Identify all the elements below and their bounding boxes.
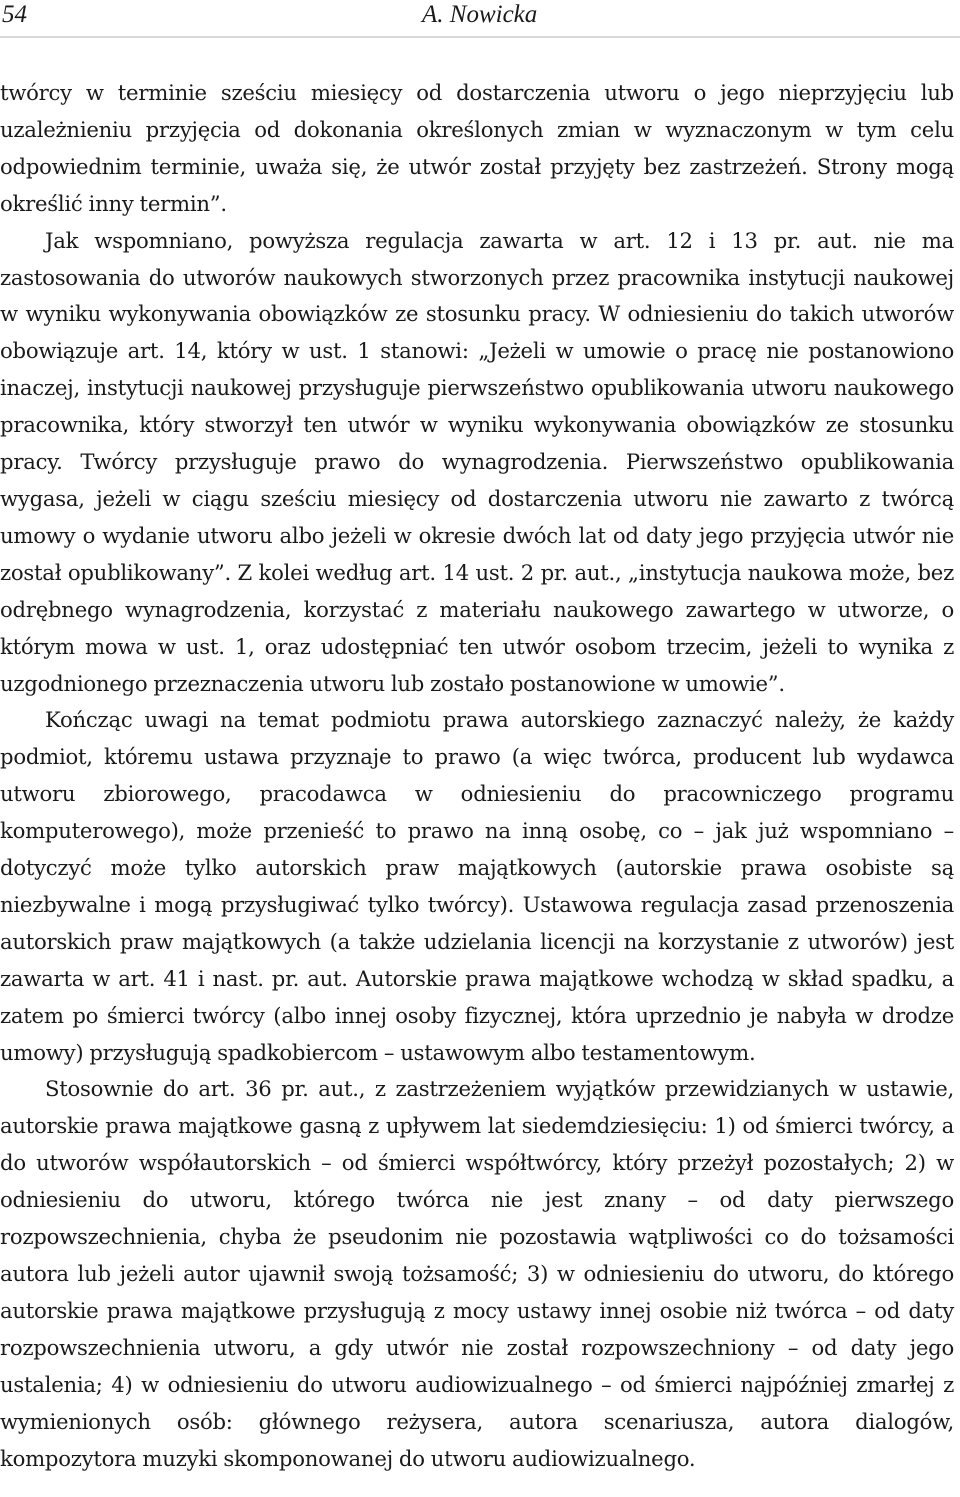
page-header <box>2 0 960 30</box>
paragraph: Jak wspomniano, powyższa regulacja zawarta w art. 12 i 13 pr. aut. nie ma zastosowania do utworów naukowych stworzonych przez pracownika instytucji naukowej w wyniku wykonywania obowiązków ze stosunku pracy. W odniesieniu do takich utworów obowiązuje art. 14, który w ust. 1 stanowi: „Jeżeli w umowie o pracę nie postanowiono inaczej, instytucji naukowej przysługuje pierwszeństwo opublikowania utworu naukowego pracownika, który stworzył ten utwór w wyniku wykonywania obowiązków ze stosunku pracy. Twórcy przysługuje prawo do wynagrodzenia. Pierwszeństwo opublikowania wygasa, jeżeli w ciągu sześciu miesięcy od dostarczenia utworu nie zawarto z twórcą umowy o wydanie utworu albo jeżeli w okresie dwóch lat od daty jego przyjęcia utwór nie został opublikowany”. Z kolei według art. 14 ust. 2 pr. aut., „instytucja naukowa może, bez odrębnego wynagrodzenia, korzystać z materiału naukowego zawartego w utworze, o którym mowa w ust. 1, oraz udostępniać ten utwór osobom trzecim, jeżeli to wynika z uzgodnionego przeznaczenia utworu lub zostało postanowione w umowie”. <box>0 227 954 696</box>
running-head-author: A. Nowicka <box>422 1 538 28</box>
paragraph-continuation: twórcy w terminie sześciu miesięcy od dostarczenia utworu o jego nieprzyjęciu lub uzależnieniu przyjęcia od dokonania określonych zmian w wyznaczonym w tym celu odpowiednim terminie, uważa się, że utwór został przyjęty bez zastrzeżeń. Strony mogą określić inny termin”. <box>0 80 954 216</box>
page-number: 54 <box>2 1 27 28</box>
paragraph: Stosownie do art. 36 pr. aut., z zastrzeżeniem wyjątków przewidzianych w ustawie, autorskie prawa majątkowe gasną z upływem lat siedemdziesięciu: 1) od śmierci twórcy, a do utworów współautorskich – od śmierci współtwórcy, który przeżył pozostałych; 2) w odniesieniu do utworu, którego twórca nie jest znany – od daty pierwszego rozpowszechnienia, chyba że pseudonim nie pozostawia wątpliwości co do tożsamości autora lub jeżeli autor ujawnił swoją tożsamość; 3) w odniesieniu do utworu, do którego autorskie prawa majątkowe przysługują z mocy ustawy innej osobie niż twórca – od daty rozpowszechnienia utworu, a gdy utwór nie został rozpowszechniony – od daty jego ustalenia; 4) w odniesieniu do utworu audiowizualnego – od śmierci najpóźniej zmarłej z wymienionych osób: głównego reżysera, autora scenariusza, autora dialogów, kompozytora muzyki skomponowanej do utworu audiowizualnego. <box>0 1076 954 1471</box>
header-rule <box>0 36 960 38</box>
paragraph: Kończąc uwagi na temat podmiotu prawa autorskiego zaznaczyć należy, że każdy podmiot, któremu ustawa przyznaje to prawo (a więc twórca, producent lub wydawca utworu zbiorowego, pracodawca w odniesieniu do pracowniczego programu komputerowego), może przenieść to prawo na inną osobę, co – jak już wspomniano – dotyczyć może tylko autorskich praw majątkowych (autorskie prawa osobiste są niezbywalne i mogą przysługiwać tylko twórcy). Ustawowa regulacja zasad przenoszenia autorskich praw majątkowych (a także udzielania licencji na korzystanie z utworów) jest zawarta w art. 41 i nast. pr. aut. Autorskie prawa majątkowe wchodzą w skład spadku, a zatem po śmierci twórcy (albo innej osoby fizycznej, która uprzednio je nabyła w drodze umowy) przysługują spadkobiercom – ustawowym albo testamentowym. <box>0 707 954 1065</box>
body-text <box>0 75 954 1477</box>
